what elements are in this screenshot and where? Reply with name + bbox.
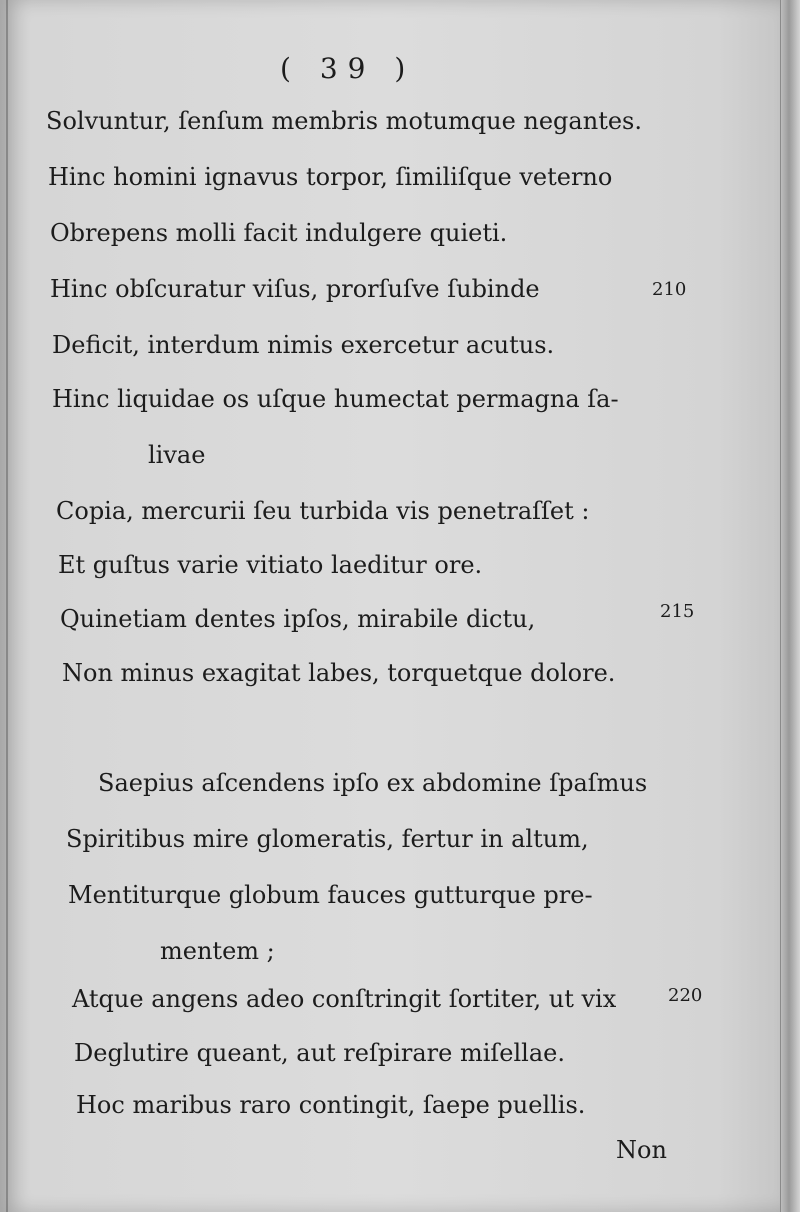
verse-line: Copia, mercurii ſeu turbida vis penetraſſet : [56, 497, 590, 525]
verse-line: Hoc maribus raro contingit, ſaepe puellis. [76, 1091, 586, 1119]
line-number-220: 220 [668, 985, 703, 1006]
verse-line: Deficit, interdum nimis exercetur acutus. [52, 331, 555, 359]
verse-line: Solvuntur, ſenſum membris motumque negantes. [46, 107, 642, 135]
catchword: Non [616, 1136, 667, 1164]
verse-line: Deglutire queant, aut reſpirare miſellae. [74, 1039, 565, 1067]
binding-gutter [6, 0, 8, 1212]
verse-line: Non minus exagitat labes, torquetque dolore. [62, 659, 616, 687]
line-number-210: 210 [652, 279, 687, 300]
verse-line: Quinetiam dentes ipſos, mirabile dictu, [60, 605, 536, 633]
verse-line: Spiritibus mire glomeratis, fertur in altum, [66, 825, 589, 853]
verse-line: Mentiturque globum fauces gutturque pre- [68, 881, 593, 909]
line-number-215: 215 [660, 601, 695, 622]
page-edge [780, 0, 800, 1212]
verse-line: Hinc liquidae os uſque humectat permagna ſa- [52, 385, 619, 413]
verse-line: Hinc obſcuratur viſus, prorſuſve ſubinde [50, 275, 540, 303]
verse-line: Et guſtus varie vitiato laeditur ore. [58, 551, 483, 579]
verse-line-continuation: livae [148, 441, 206, 469]
verse-line: Hinc homini ignavus torpor, ſimiliſque veterno [48, 163, 613, 191]
page-number: ( 39 ) [280, 52, 416, 85]
verse-line-indented: Saepius aſcendens ipſo ex abdomine ſpaſmus [98, 769, 648, 797]
verse-line: Atque angens adeo conſtringit ſortiter, ut vix [72, 985, 617, 1013]
verse-line-continuation: mentem ; [160, 937, 275, 965]
verse-line: Obrepens molli facit indulgere quieti. [50, 219, 508, 247]
